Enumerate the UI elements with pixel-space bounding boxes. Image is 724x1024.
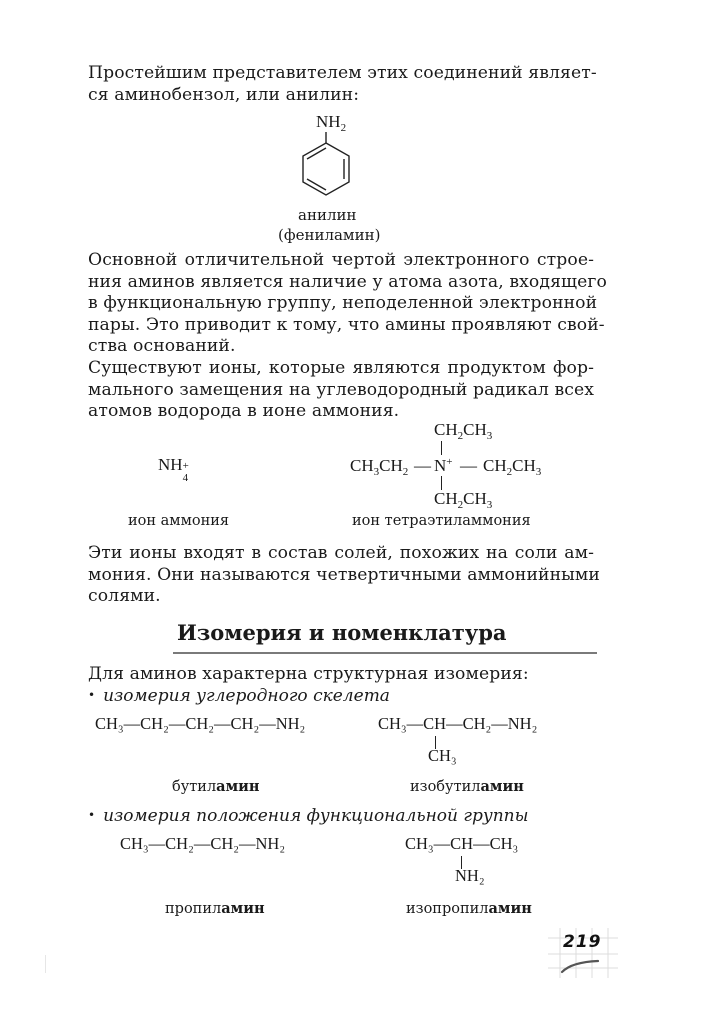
bond-right: — [460,456,477,475]
aniline-amino-group [316,112,346,132]
group-subscript: 3 [373,466,380,478]
isomerism-intro [88,664,594,686]
isobutylamine-formula: CH₃—CH—CH₂—NH₂ [378,714,538,733]
group-subscript: 3 [486,499,493,511]
text-line: в функциональную группу, неподеленной электронной [88,293,598,314]
bullet-functional-group [88,806,528,826]
group-subscript: 2 [506,466,513,478]
aniline-name: анилин [298,206,357,224]
isobutylamine-caption [410,778,524,795]
heading-rule [173,652,597,654]
isopropylamine-formula: CH₃—CH—CH₃ [405,834,519,853]
caption-stem: изопропил [406,901,489,917]
group-text: CH [379,456,403,475]
bullet-text: изомерия положения функциональной группы [103,806,529,826]
butylamine-formula: CH₃—CH₂—CH₂—CH₂—NH₂ [95,714,306,733]
tetraethyl-nitrogen [434,456,453,476]
bullet-icon: • [88,688,96,702]
group-subscript: 2 [402,466,409,478]
caption-stem: бутил [172,779,217,795]
text-line: Эти ионы входят в состав солей, похожих на соли ам- [88,543,594,563]
tetraethyl-bottom-group [434,489,492,509]
group-text: CH [434,489,458,508]
isopropylamine-caption [406,900,532,917]
text-line: Для аминов характерна структурная изомерия: [88,664,529,684]
caption-suffix: амин [221,900,265,917]
propylamine-formula: CH₃—CH₂—CH₂—NH₂ [120,834,286,853]
nitrogen-charge: + [446,456,453,468]
group-text: CH [512,456,536,475]
isobutylamine-branch: CH₃ [428,746,457,765]
butylamine-caption [172,778,260,795]
aniline-group-subscript: 2 [340,122,347,134]
bullet-carbon-skeleton [88,686,390,706]
text-line: мония. Они называются четвертичными аммонийными [88,564,600,585]
margin-mark [45,955,46,973]
ammonium-formula: NH + 4 [158,455,189,484]
bond-left: — [414,456,431,475]
group-text: CH [483,456,507,475]
tetraethyl-right-group [483,456,541,476]
benzene-ring-icon [296,132,356,204]
group-text: CH [463,489,487,508]
ions-paragraph [88,358,594,423]
group-subscript: 3 [486,430,493,442]
quaternary-salts-paragraph [88,543,600,608]
caption-suffix: амин [488,900,532,917]
tetraethylammonium-caption: ион тетраэтиламмония [352,513,531,529]
amine-structure-paragraph [88,250,607,358]
bond-top [441,441,442,455]
text-line: Простейшим представителем этих соединений являет- [88,63,597,83]
tetraethyl-top-group [434,420,492,440]
bond-bottom [441,476,442,490]
page-number: 219 [563,932,602,952]
text-line: солями. [88,586,161,607]
text-line: Существуют ионы, которые являются продуктом фор- [88,358,594,378]
text-line: мального замещения на углеводородный радикал всех [88,379,595,400]
aniline-group-text: NH [316,112,341,131]
bullet-text: изомерия углеродного скелета [103,686,390,706]
text-line: атомов водорода в ионе аммония. [88,401,400,422]
caption-suffix: амин [480,778,524,795]
group-text: CH [350,456,374,475]
ammonium-formula-text: NH [158,455,183,474]
ammonium-caption: ион аммония [128,513,230,529]
nitrogen-atom: N [434,456,447,475]
group-subscript: 2 [457,430,464,442]
intro-paragraph [88,63,597,106]
text-line: ния аминов является наличие у атома азота, входящего [88,271,607,292]
text-line: пары. Это приводит к тому, что амины проявляют свой- [88,314,605,335]
aniline-alt-name: (фениламин) [278,226,381,244]
section-heading: Изомерия и номенклатура [177,620,507,645]
text-line: ства оснований. [88,336,236,357]
group-text: CH [434,420,458,439]
isopropylamine-branch: NH₂ [455,866,485,885]
propylamine-caption [165,900,265,917]
tetraethyl-left-group [350,456,408,476]
group-subscript: 2 [457,499,464,511]
group-text: CH [463,420,487,439]
caption-stem: пропил [165,901,222,917]
bullet-icon: • [88,808,96,822]
caption-stem: изобутил [410,779,481,795]
text-line: ся аминобензол, или анилин: [88,84,360,105]
caption-suffix: амин [216,778,260,795]
text-line: Основной отличительной чертой электронного строе- [88,250,594,270]
group-subscript: 3 [535,466,542,478]
